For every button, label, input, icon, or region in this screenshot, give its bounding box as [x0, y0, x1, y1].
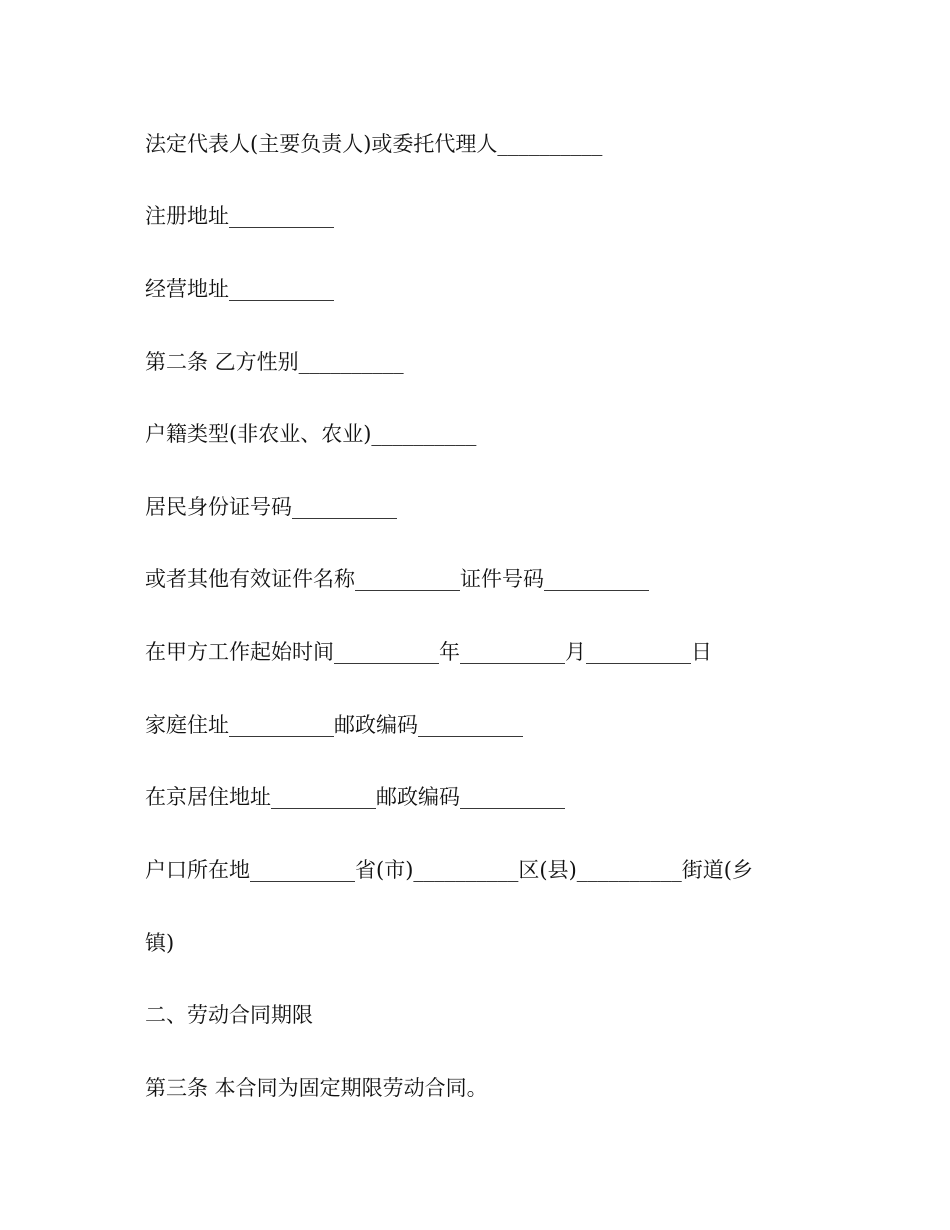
legal-representative-line: 法定代表人(主要负责人)或委托代理人__________	[145, 132, 603, 156]
hukou-location-continued-line: 镇)	[145, 931, 175, 955]
other-id-line: 或者其他有效证件名称__________证件号码__________	[145, 567, 649, 591]
article-three-line: 第三条 本合同为固定期限劳动合同。	[145, 1076, 488, 1100]
hukou-location-line: 户口所在地__________省(市)__________区(县)__________街道(乡	[145, 858, 753, 882]
business-address-line: 经营地址__________	[145, 277, 334, 301]
article-two-gender-line: 第二条 乙方性别__________	[145, 350, 404, 374]
section-heading-contract-term: 二、劳动合同期限	[145, 1003, 313, 1027]
id-number-line: 居民身份证号码__________	[145, 495, 397, 519]
start-date-line: 在甲方工作起始时间__________年__________月__________日	[145, 640, 712, 664]
beijing-address-line: 在京居住地址__________邮政编码__________	[145, 785, 565, 809]
registered-address-line: 注册地址__________	[145, 204, 334, 228]
household-type-line: 户籍类型(非农业、农业)__________	[145, 422, 477, 446]
home-address-line: 家庭住址__________邮政编码__________	[145, 713, 523, 737]
